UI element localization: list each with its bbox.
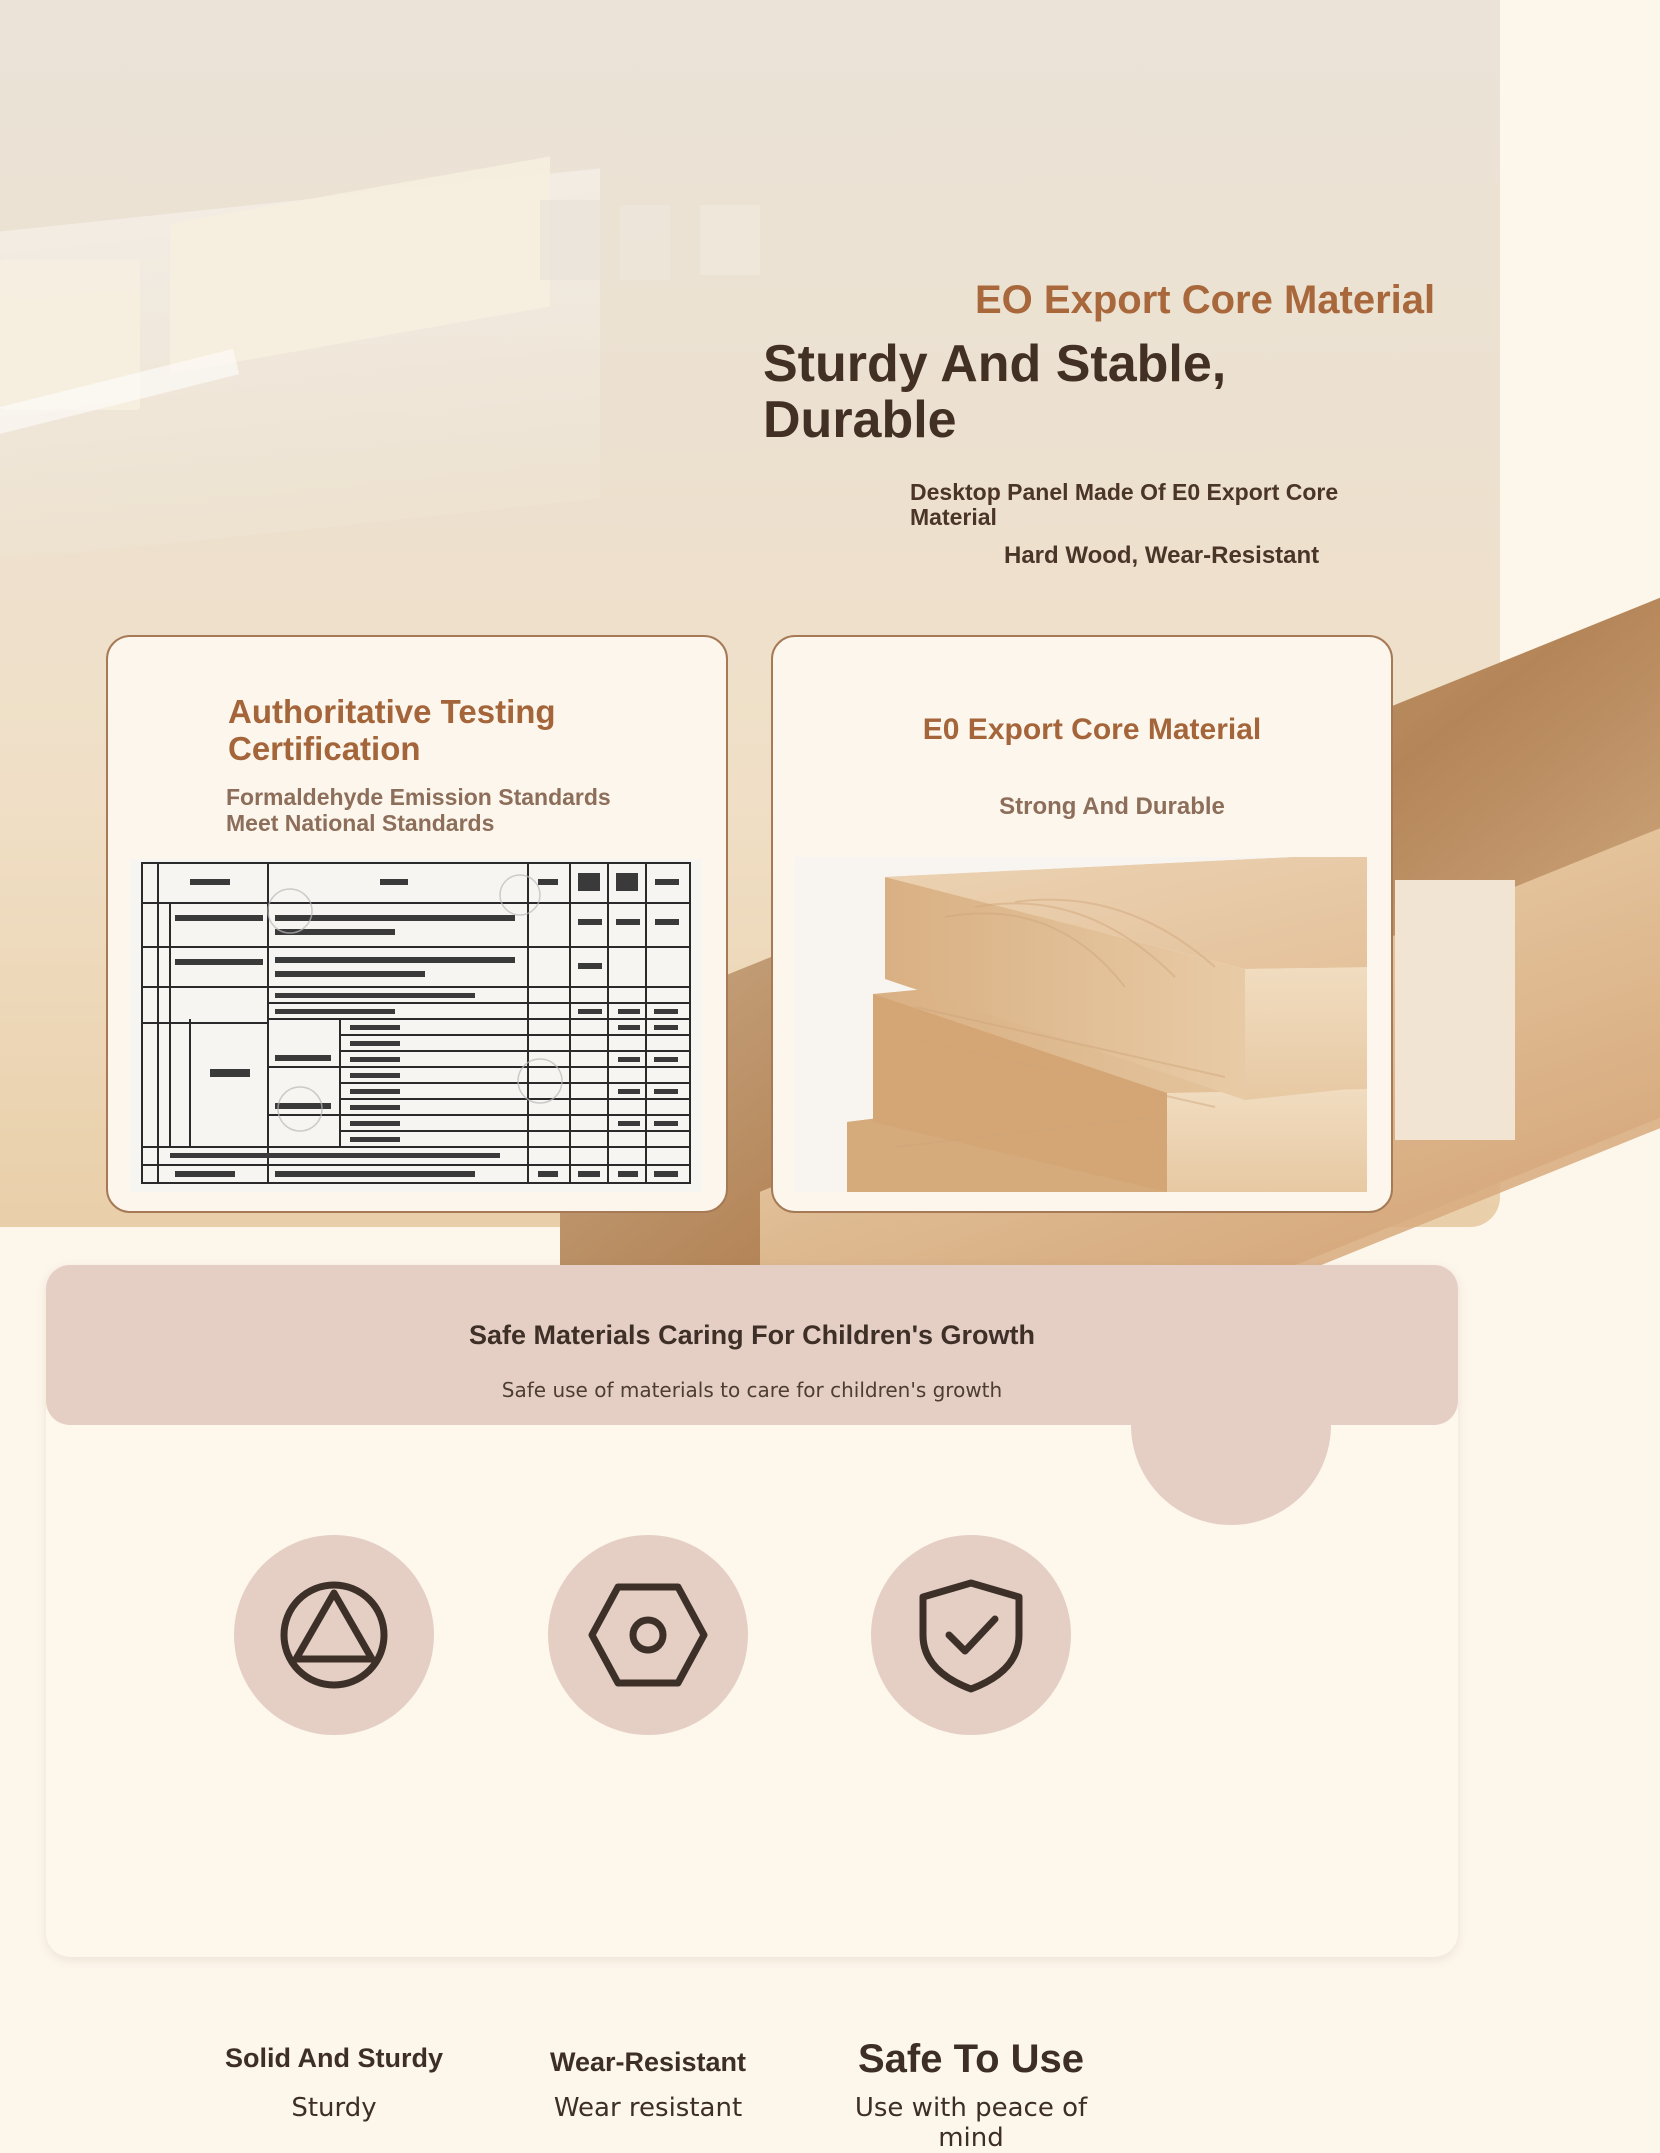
feature-wear-resistant [498,1535,798,2123]
triangle-circle-icon [234,1535,434,1735]
feature-subtitle: Wear resistant [553,2093,743,2123]
feature-title: Wear-Resistant [549,2047,747,2077]
hero-description: Desktop Panel Made Of E0 Export Core Material [910,479,1339,530]
wood-boards-image [795,857,1367,1192]
feature-title: Safe To Use [858,2037,1084,2081]
card-subtitle: Formaldehyde Emission Standards Meet National Standards [226,784,611,836]
hero-description-secondary: Hard Wood, Wear-Resistant [1004,542,1320,569]
feature-title: Solid And Sturdy [225,2043,443,2073]
card-title: Authoritative Testing Certification [228,693,556,767]
test-report-image [130,859,702,1192]
feature-subtitle: Use with peace of mind [854,2093,1088,2153]
section-title: Safe Materials Caring For Children's Growth [468,1320,1036,1350]
safe-section-header [46,1265,1458,1425]
background-block [540,200,600,280]
feature-solid-sturdy [184,1535,484,2123]
background-block [620,205,670,280]
feature-safe-to-use [821,1535,1121,2153]
card-title: E0 Export Core Material [922,713,1262,746]
hero-headline: Sturdy And Stable, Durable [763,335,1227,449]
hero-eyebrow: EO Export Core Material [975,278,1436,322]
section-subtitle: Safe use of materials to care for children's growth [501,1378,1003,1402]
card-subtitle: Strong And Durable [999,793,1225,820]
background-cabinet [1395,880,1515,1140]
core-material-card [771,635,1393,1213]
safe-materials-section [46,1265,1458,2153]
shield-check-icon [871,1535,1071,1735]
hexagon-nut-icon [548,1535,748,1735]
testing-certification-card [106,635,728,1213]
background-block [700,205,760,275]
feature-subtitle: Sturdy [291,2093,377,2123]
